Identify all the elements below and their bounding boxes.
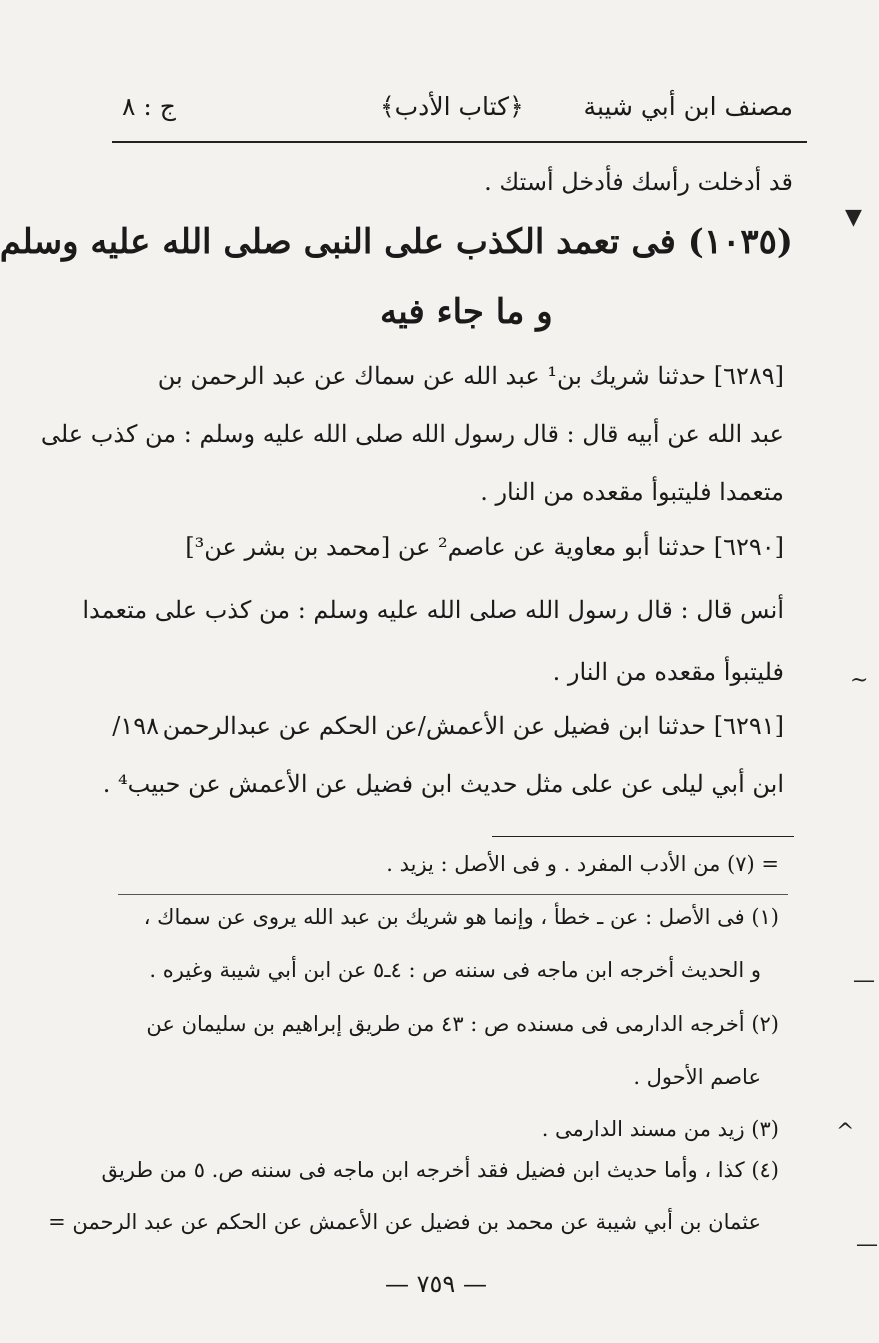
- footnote-wavy-divider: [118, 894, 788, 895]
- footnote-rule: [492, 836, 794, 837]
- hadith-6289-line: عبد الله عن أبيه قال : قال رسول الله صلى الله عليه وسلم : من كذب على: [40, 420, 784, 448]
- header-chapter-title: ﴿كتاب الأدب﴾: [380, 92, 524, 121]
- page-number: — ٧٥٩ —: [385, 1270, 487, 1298]
- hadith-6290-line: أنس قال : قال رسول الله صلى الله عليه وسلم : من كذب على متعمدا: [82, 596, 784, 624]
- footnote-carry-over: = (٧) من الأدب المفرد . و فى الأصل : يزيد .: [386, 852, 779, 876]
- hadith-6289-line: متعمدا فليتبوأ مقعده من النار .: [480, 478, 784, 506]
- chapter-heading: (١٠٣٥) فى تعمد الكذب على النبى صلى الله عليه وسلم: [0, 222, 793, 262]
- manuscript-folio-marker: ١٩٨/: [112, 712, 159, 740]
- scan-edge-mark: ^: [836, 1120, 855, 1145]
- footnote-1: (١) فى الأصل : عن ـ خطأ ، وإنما هو شريك بن عبد الله يروى عن سماك ،: [143, 905, 779, 929]
- hadith-6290-line: [٦٢٩٠] حدثنا أبو معاوية عن عاصم² عن [محمد بن بشر عن³]: [185, 533, 784, 561]
- hadith-6290-line: فليتبوأ مقعده من النار .: [552, 658, 784, 686]
- header-book-title: مصنف ابن أبي شيبة: [583, 92, 793, 121]
- scan-edge-mark: ▼: [845, 205, 862, 230]
- footnote-3: (٣) زيد من مسند الدارمى .: [541, 1117, 779, 1141]
- footnote-2-cont: عاصم الأحول .: [633, 1065, 761, 1089]
- footnote-4-cont: عثمان بن أبي شيبة عن محمد بن فضيل عن الأعمش عن الحكم عن عبد الرحمن =: [48, 1210, 761, 1234]
- scan-edge-mark: ~: [850, 668, 869, 693]
- hadith-6289-line: [٦٢٨٩] حدثنا شريك بن¹ عبد الله عن سماك عن عبد الرحمن بن: [157, 362, 784, 390]
- hadith-6291-line: [٦٢٩١] حدثنا ابن فضيل عن الأعمش/عن الحكم عن عبدالرحمن: [162, 712, 784, 740]
- chapter-heading-subtitle: و ما جاء فيه: [380, 292, 553, 332]
- footnote-1-cont: و الحديث أخرجه ابن ماجه فى سننه ص : ٤ـ٥ عن ابن أبي شيبة وغيره .: [149, 958, 761, 982]
- header-rule: [112, 141, 807, 143]
- header-volume: ج : ٨: [122, 92, 176, 121]
- scan-edge-mark: —: [853, 968, 875, 993]
- scan-edge-mark: —: [856, 1232, 878, 1257]
- intro-line: قد أدخلت رأسك فأدخل أستك .: [484, 168, 793, 196]
- hadith-6291-line: ابن أبي ليلى عن على مثل حديث ابن فضيل عن الأعمش عن حبيب⁴ .: [102, 770, 784, 798]
- footnote-4: (٤) كذا ، وأما حديث ابن فضيل فقد أخرجه ابن ماجه فى سننه ص. ٥ من طريق: [101, 1158, 779, 1182]
- footnote-2: (٢) أخرجه الدارمى فى مسنده ص : ٤٣ من طريق إبراهيم بن سليمان عن: [146, 1012, 779, 1036]
